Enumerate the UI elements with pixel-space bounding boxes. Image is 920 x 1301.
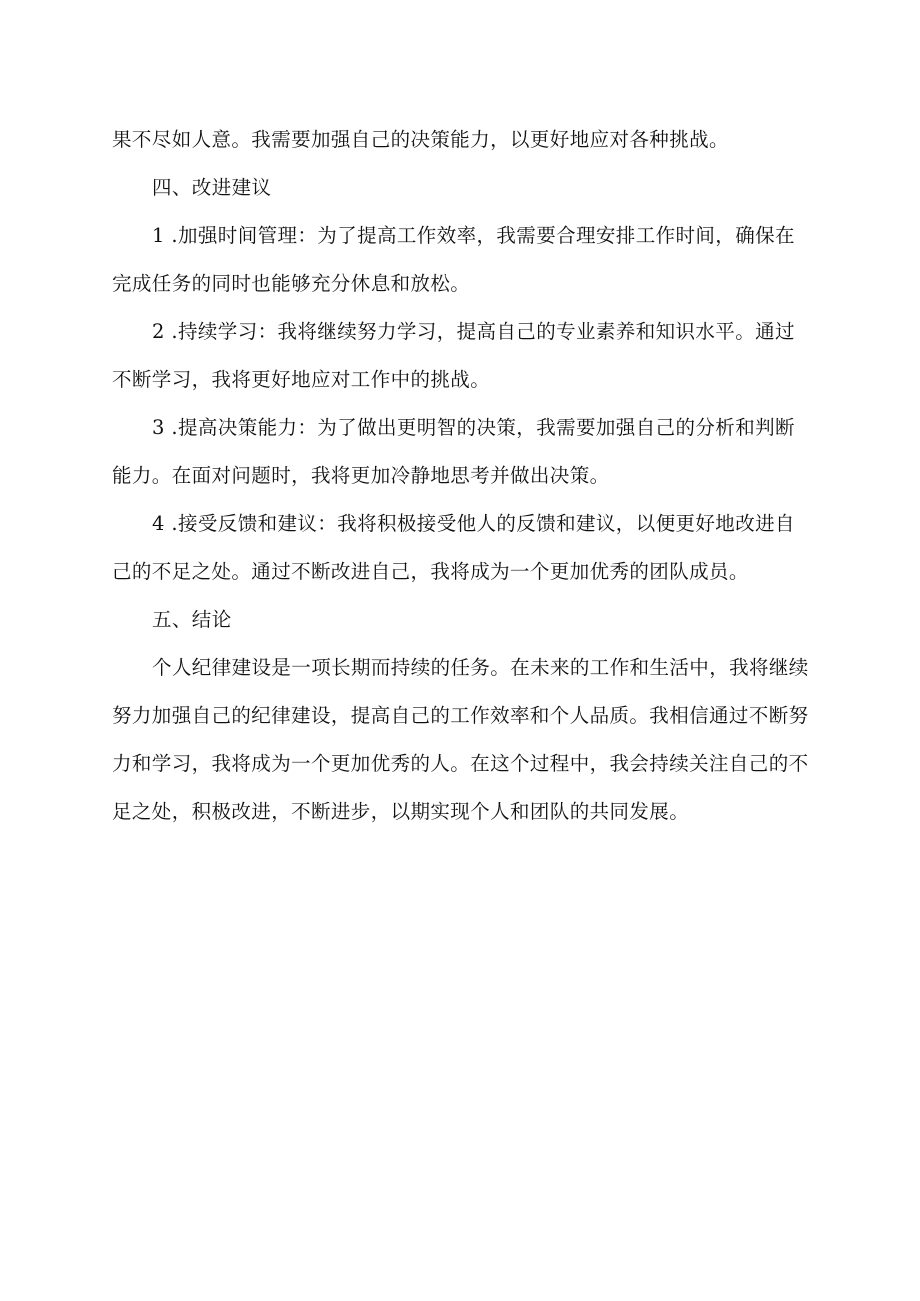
document-body	[112, 116, 812, 836]
suggestion-2-line-2: 不断学习，我将更好地应对工作中的挑战。	[112, 368, 491, 391]
conclusion-line-1: 个人纪律建设是一项长期而持续的任务。在未来的工作和生活中，我将继续	[152, 656, 809, 679]
intro-paragraph-line: 果不尽如人意。我需要加强自己的决策能力，以更好地应对各种挑战。	[112, 128, 729, 151]
conclusion-line-3: 力和学习，我将成为一个更加优秀的人。在这个过程中，我会持续关注自己的不	[112, 752, 809, 775]
section-heading-conclusion: 五、结论	[152, 608, 232, 631]
conclusion-line-4: 足之处，积极改进，不断进步，以期实现个人和团队的共同发展。	[112, 800, 690, 823]
suggestion-3-line-1: 3 .提高决策能力：为了做出更明智的决策，我需要加强自己的分析和判断	[152, 416, 795, 439]
suggestion-1-line-1: 1 .加强时间管理：为了提高工作效率，我需要合理安排工作时间，确保在	[152, 224, 795, 247]
suggestion-4-line-2: 己的不足之处。通过不断改进自己，我将成为一个更加优秀的团队成员。	[112, 560, 749, 583]
conclusion-line-2: 努力加强自己的纪律建设，提高自己的工作效率和个人品质。我相信通过不断努	[112, 704, 809, 727]
suggestion-1-line-2: 完成任务的同时也能够充分休息和放松。	[112, 272, 471, 295]
suggestion-3-line-2: 能力。在面对问题时，我将更加冷静地思考并做出决策。	[112, 464, 610, 487]
suggestion-2-line-1: 2 .持续学习：我将继续努力学习，提高自己的专业素养和知识水平。通过	[152, 320, 795, 343]
suggestion-4-line-1: 4 .接受反馈和建议：我将积极接受他人的反馈和建议，以便更好地改进自	[152, 512, 795, 535]
section-heading-improvement: 四、改进建议	[152, 176, 272, 199]
